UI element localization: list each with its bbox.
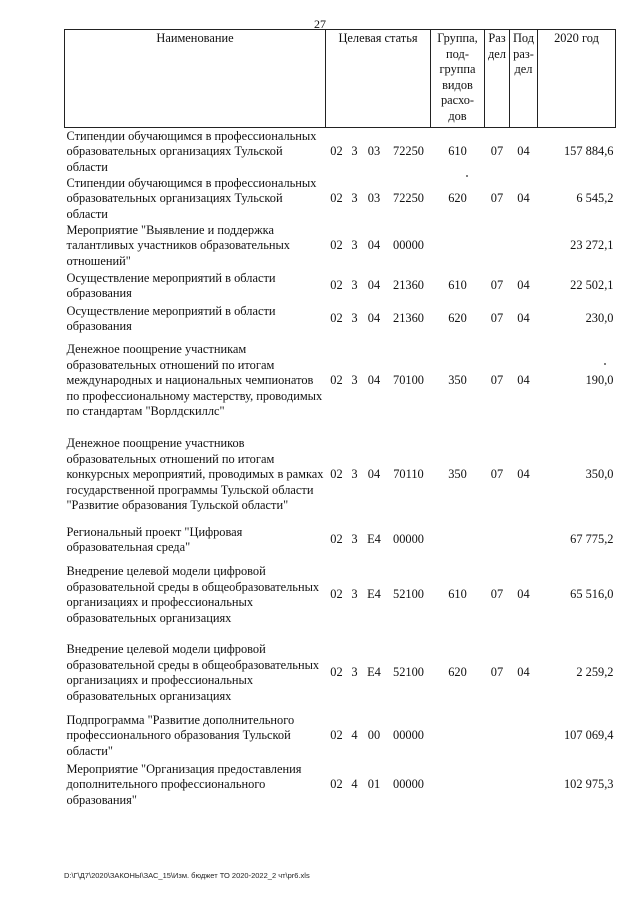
subsection	[510, 760, 538, 810]
header-target-article: Целевая статья	[326, 30, 431, 128]
target-code-direction: 52100	[393, 665, 424, 680]
row-name: Осуществление мероприятий в области образования	[66, 270, 276, 300]
target-code-program: 02	[330, 777, 343, 792]
expense-group: 610	[448, 587, 467, 602]
amount: 22 502,1	[570, 278, 614, 293]
target-code-event: 04	[367, 278, 381, 293]
table-row	[65, 176, 616, 223]
row-name: Стипендии обучающимся в профессиональных образовательных организациях Тульской области	[66, 175, 317, 221]
subsection: 04	[517, 191, 530, 205]
section: 07	[490, 144, 504, 158]
target-code-program: 02	[330, 532, 343, 547]
target-code-direction: 21360	[393, 311, 424, 326]
target-code-event: 04	[367, 311, 381, 326]
target-code-event: E4	[367, 665, 381, 680]
target-code-program: 02	[330, 467, 343, 482]
target-code-event: 00	[367, 728, 381, 743]
table-row	[65, 302, 616, 336]
subsection: 04	[517, 587, 530, 602]
table-row	[65, 128, 616, 176]
table-row	[65, 222, 616, 270]
row-name: Внедрение целевой модели цифровой образовательной среды в общеобразовательных организациях и профессиональных образовательных организациях	[66, 564, 320, 625]
section: 07	[490, 191, 504, 205]
target-code-direction: 00000	[393, 728, 424, 743]
target-code-event: E4	[367, 587, 381, 602]
target-code-program: 02	[330, 144, 343, 158]
section: 07	[490, 311, 504, 326]
table-row	[65, 524, 616, 556]
section	[485, 760, 510, 810]
amount: 6 545,2	[576, 191, 614, 205]
row-name: Мероприятие "Выявление и поддержка талантливых участников образовательных отношений"	[66, 222, 290, 268]
table-row	[65, 556, 616, 634]
target-code-direction: 72250	[393, 191, 424, 205]
page-number: 27	[314, 17, 326, 31]
target-code-program: 02	[330, 665, 343, 680]
header-section: Раз дел	[485, 30, 510, 128]
file-path-footer: D:\Г\Д7\2020\ЗАКОНЫ\ЗАС_15\Изм. бюджет ТО 2020-2022_2 чт\pr6.xls	[64, 871, 310, 880]
target-code-program: 02	[330, 728, 343, 743]
amount: 67 775,2	[570, 532, 614, 547]
target-code-direction: 72250	[393, 144, 424, 158]
section: 07	[490, 278, 504, 293]
header-year: 2020 год	[538, 30, 616, 128]
section	[485, 222, 510, 270]
section: 07	[490, 467, 504, 482]
section	[485, 712, 510, 760]
expense-group: 620	[448, 665, 467, 680]
amount: 2 259,2	[576, 665, 614, 680]
target-code-direction: 00000	[393, 532, 424, 547]
expense-group	[431, 524, 485, 556]
amount: 65 516,0	[570, 587, 614, 602]
target-code-event: 04	[367, 373, 381, 388]
subsection: 04	[517, 467, 530, 482]
expense-group: 610	[448, 278, 467, 293]
target-code-subprogram: 3	[351, 373, 358, 388]
target-code-event: 03	[367, 191, 381, 205]
scan-dot	[604, 363, 606, 365]
amount: 23 272,1	[570, 238, 614, 253]
header-subsection: Под раз- дел	[510, 30, 538, 128]
section	[485, 524, 510, 556]
row-name: Мероприятие "Организация предоставления дополнительного профессионального образования"	[66, 761, 302, 807]
target-code-event: 01	[367, 777, 381, 792]
subsection: 04	[517, 311, 530, 326]
target-code-direction: 70100	[393, 373, 424, 388]
target-code-program: 02	[330, 191, 343, 205]
target-code-subprogram: 3	[351, 144, 358, 158]
target-code-program: 02	[330, 587, 343, 602]
row-name: Осуществление мероприятий в области образования	[66, 303, 276, 333]
target-code-subprogram: 3	[351, 587, 358, 602]
target-code-direction: 00000	[393, 777, 424, 792]
target-code-event: E4	[367, 532, 381, 547]
target-code-direction: 52100	[393, 587, 424, 602]
amount: 350,0	[585, 467, 614, 482]
table-row	[65, 760, 616, 810]
table-row	[65, 634, 616, 712]
header-expense-group: Группа, под- группа видов расхо- дов	[431, 30, 485, 128]
target-code-direction: 21360	[393, 278, 424, 293]
target-code-subprogram: 3	[351, 238, 358, 253]
subsection	[510, 222, 538, 270]
target-code-program: 02	[330, 278, 343, 293]
budget-table	[64, 29, 616, 810]
subsection	[510, 712, 538, 760]
target-code-subprogram: 4	[351, 728, 358, 743]
scan-dot	[466, 175, 468, 177]
expense-group	[431, 760, 485, 810]
target-code-program: 02	[330, 373, 343, 388]
amount: 190,0	[585, 373, 614, 388]
subsection: 04	[517, 278, 530, 293]
target-code-program: 02	[330, 238, 343, 253]
subsection	[510, 524, 538, 556]
amount: 230,0	[585, 311, 614, 326]
table-row	[65, 426, 616, 524]
row-name: Денежное поощрение участникам образовательных отношений по итогам международных и национальных чемпионатов по профессиональному мастерству, проводимых по стандартам "Ворлдскиллс"	[66, 342, 323, 419]
expense-group: 350	[448, 467, 467, 482]
expense-group: 620	[448, 191, 467, 205]
amount: 102 975,3	[563, 777, 614, 792]
target-code-direction: 70110	[393, 467, 424, 482]
target-code-event: 03	[367, 144, 381, 158]
target-code-direction: 00000	[393, 238, 424, 253]
target-code-subprogram: 3	[351, 311, 358, 326]
target-code-subprogram: 3	[351, 665, 358, 680]
section: 07	[490, 665, 504, 680]
expense-group: 350	[448, 373, 467, 388]
row-name: Стипендии обучающимся в профессиональных образовательных организациях Тульской области	[66, 128, 317, 174]
header-name: Наименование	[65, 30, 326, 128]
expense-group: 620	[448, 311, 467, 326]
amount: 157 884,6	[563, 144, 614, 158]
section: 07	[490, 373, 504, 388]
target-code-event: 04	[367, 238, 381, 253]
target-code-subprogram: 4	[351, 777, 358, 792]
subsection: 04	[517, 144, 530, 158]
target-code-subprogram: 3	[351, 278, 358, 293]
target-code-subprogram: 3	[351, 191, 358, 205]
target-code-subprogram: 3	[351, 467, 358, 482]
target-code-subprogram: 3	[351, 532, 358, 547]
subsection: 04	[517, 665, 530, 680]
table-row	[65, 712, 616, 760]
table-row	[65, 270, 616, 302]
table-row	[65, 336, 616, 426]
row-name: Подпрограмма "Развитие дополнительного профессионального образования Тульской области"	[66, 712, 295, 758]
row-name: Региональный проект "Цифровая образовательная среда"	[66, 524, 243, 554]
row-name: Внедрение целевой модели цифровой образовательной среды в общеобразовательных организациях и профессиональных образовательных организациях	[66, 642, 320, 703]
expense-group	[431, 712, 485, 760]
amount: 107 069,4	[563, 728, 614, 743]
target-code-event: 04	[367, 467, 381, 482]
row-name: Денежное поощрение участников образовательных отношений по итогам конкурсных мероприятий, проводимых в рамках государственной программы Тульской области "Развитие образования Тульской области"	[66, 436, 324, 513]
table-body	[65, 128, 616, 811]
target-code-program: 02	[330, 311, 343, 326]
expense-group	[431, 222, 485, 270]
expense-group: 610	[448, 144, 467, 158]
section: 07	[490, 587, 504, 602]
subsection: 04	[517, 373, 530, 388]
